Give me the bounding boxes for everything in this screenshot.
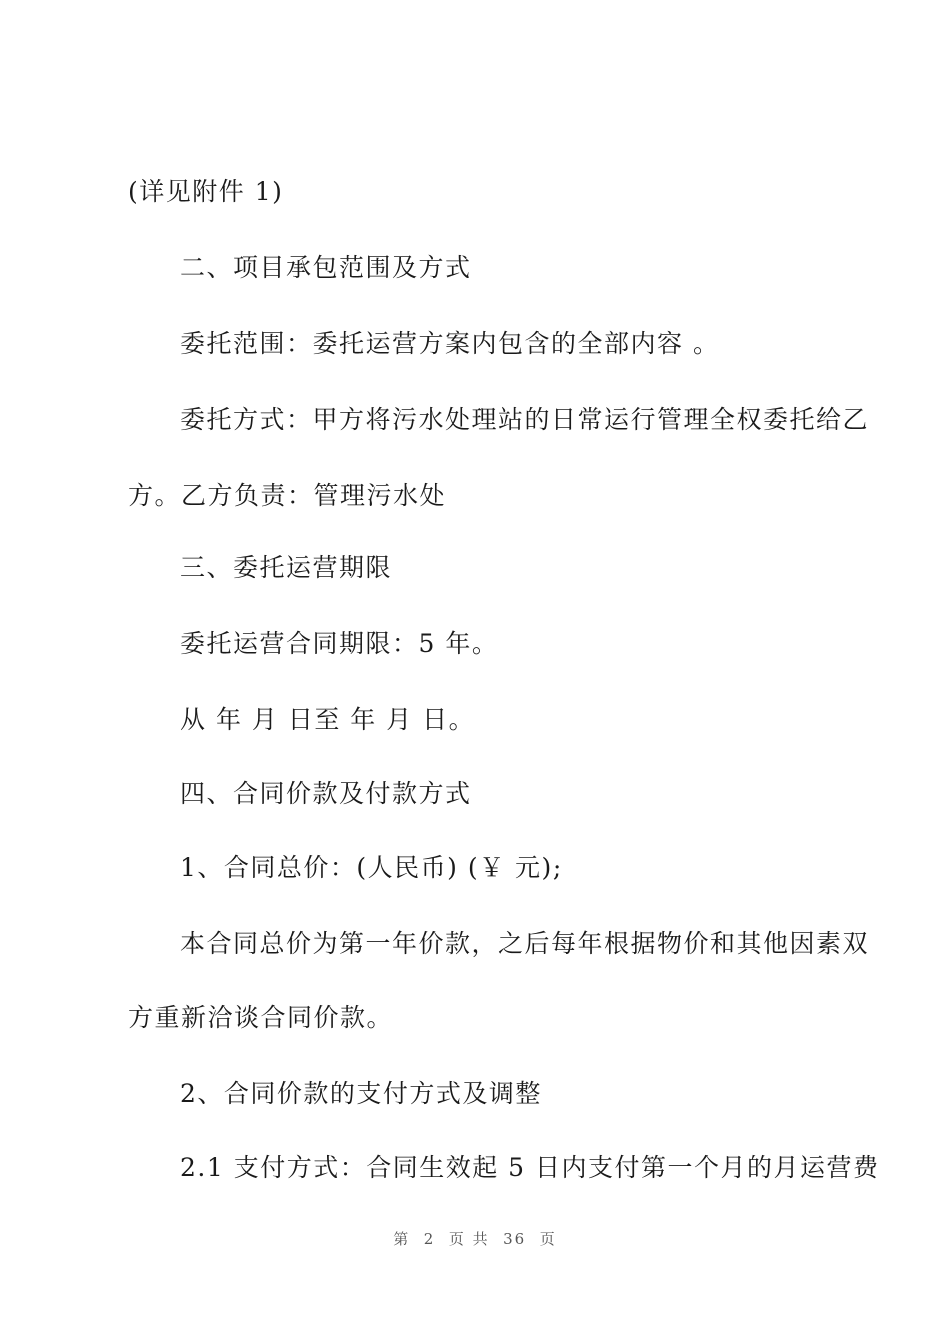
- subsection-heading-payment: 2、合同价款的支付方式及调整: [180, 1079, 542, 1108]
- paragraph-price-note-line2: 方重新洽谈合同价款。: [128, 1003, 394, 1032]
- section-heading-term: 三、委托运营期限: [180, 553, 393, 582]
- paragraph-scope-range: 委托范围：委托运营方案内包含的全部内容 。: [180, 329, 720, 358]
- paragraph-term-dates: 从 年 月 日至 年 月 日。: [180, 705, 476, 734]
- paragraph-scope-method-line1: 委托方式：甲方将污水处理站的日常运行管理全权委托给乙: [180, 405, 870, 434]
- paragraph-scope-method-line2: 方。乙方负责：管理污水处: [128, 481, 447, 510]
- paragraph-payment-method: 2.1 支付方式：合同生效起 5 日内支付第一个月的月运营费: [180, 1153, 880, 1182]
- paragraph-term-length: 委托运营合同期限：5 年。: [180, 629, 499, 658]
- attachment-reference: (详见附件 1): [128, 177, 284, 206]
- section-heading-price: 四、合同价款及付款方式: [180, 779, 472, 808]
- paragraph-total-price: 1、合同总价：(人民币) (￥ 元);: [180, 853, 563, 882]
- section-heading-scope: 二、项目承包范围及方式: [180, 253, 472, 282]
- paragraph-price-note-line1: 本合同总价为第一年价款，之后每年根据物价和其他因素双: [180, 929, 870, 958]
- page-number-footer: 第 2 页 共 36 页: [393, 1230, 557, 1248]
